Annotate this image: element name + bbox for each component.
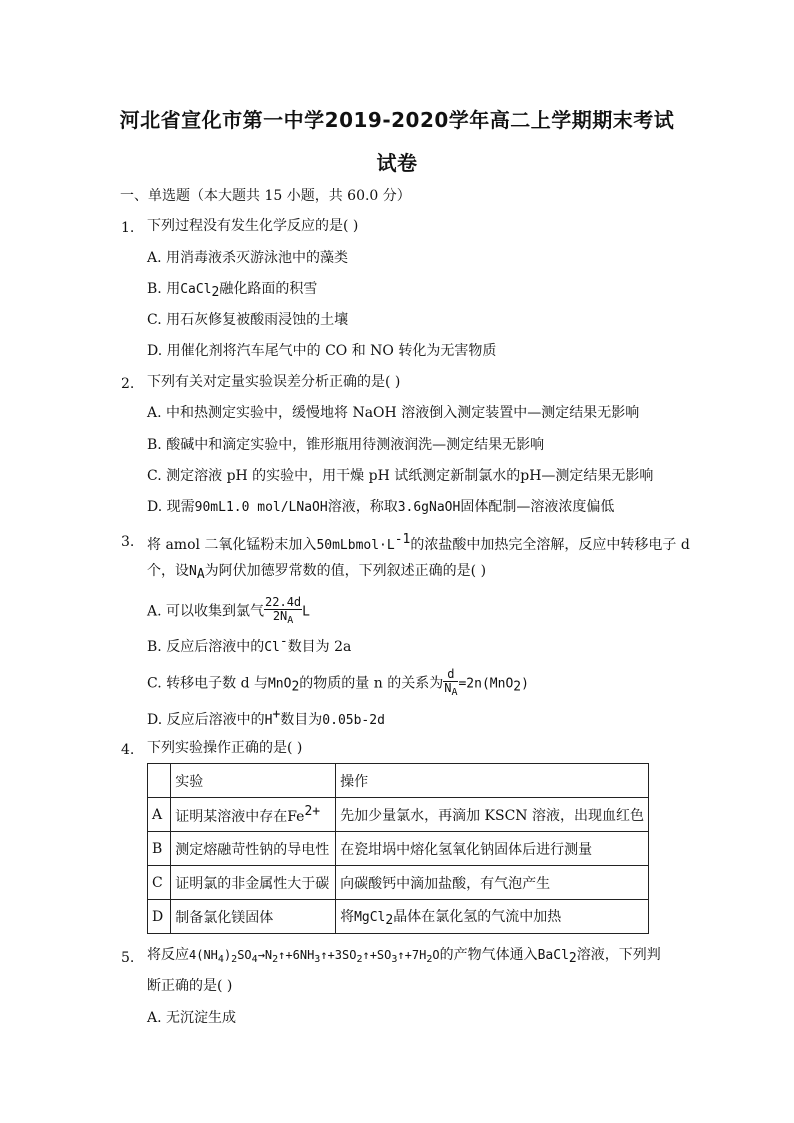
equation: ) (521, 676, 529, 692)
superscript: + (272, 707, 281, 722)
equation: =2n(MnO (458, 676, 514, 692)
stem-text: 个，设 (147, 563, 189, 579)
question-stem: 下列实验操作正确的是( ) (147, 740, 303, 756)
option-d (147, 497, 614, 518)
question-stem: 下列过程没有发生化学反应的是( ) (147, 218, 359, 234)
subscript: 2 (385, 912, 394, 928)
question-stem-line2 (147, 561, 486, 585)
stem-text: 为阿伏加德罗常数的值，下列叙述正确的是( ) (204, 563, 487, 579)
stem-text: 溶液，下列判 (576, 947, 661, 963)
option-text: 数目为 (280, 712, 323, 728)
table-cell: D (148, 900, 171, 934)
option-b (147, 632, 351, 658)
option-c: C. 测定溶液 pH 的实验中，用干燥 pH 试纸测定新制氯水的pH—测定结果无影响 (147, 468, 654, 484)
denominator: $N_A$ (444, 681, 458, 698)
option-text: D. 现需 (147, 499, 195, 515)
option-text: 固体配制—溶液浓度偏低 (460, 499, 615, 515)
stem-text: 将 amol 二氧化锰粉末加入 (147, 537, 317, 553)
table-cell: 向碳酸钙中滴加盐酸，有气泡产生 (336, 866, 649, 900)
option-text: A. 可以收集到氯气 (147, 603, 265, 620)
table-header-cell (148, 764, 171, 798)
table-header-cell: 实验 (171, 764, 336, 798)
question-stem (147, 530, 690, 556)
option-a: A. 中和热测定实验中，缓慢地将 NaOH 溶液倒入测定装置中—测定结果无影响 (147, 405, 640, 421)
numerator: d (443, 668, 458, 682)
chem-formula: Cl (264, 640, 280, 655)
chem-formula: BaCl (537, 948, 569, 963)
table-cell: 测定熔融苛性钠的导电性 (171, 832, 336, 866)
option-text: B. 反应后溶液中的 (147, 639, 265, 655)
option-a: A. 用消毒液杀灭游泳池中的藻类 (147, 250, 349, 266)
subscript: 2 (291, 679, 300, 695)
chem-equation: $4(NH_4)_2SO_4\to N_2↑+6NH_3↑+3SO_2↑+SO_3↑+7H_2O$ (189, 948, 440, 965)
option-a: A. 无沉淀生成 (147, 1010, 237, 1026)
superscript: - (279, 634, 288, 649)
table-cell: 证明氯的非金属性大于碳 (171, 866, 336, 900)
stem-text: 将反应 (147, 947, 189, 963)
question-number: 1. (121, 220, 135, 236)
option-text: C. 转移电子数 d 与 (147, 675, 268, 692)
chem-formula: 3.6gNaOH (397, 500, 461, 515)
table-header-row (148, 764, 649, 798)
superscript: -1 (394, 532, 411, 547)
question-number: 2. (121, 376, 135, 392)
option-d: D. 用催化剂将汽车尾气中的 CO 和 NO 转化为无害物质 (147, 343, 497, 359)
fraction (443, 668, 458, 699)
value: 0.05b-2d (322, 713, 385, 728)
option-text: 的物质的量 n 的关系为 (299, 675, 444, 692)
chem-formula: 90mL1.0 mol/LNaOH (194, 500, 328, 515)
table-cell: C (148, 866, 171, 900)
page-title-line2: 试卷 (376, 151, 418, 175)
table-cell: 在瓷坩埚中熔化氢氧化钠固体后进行测量 (336, 832, 649, 866)
option-c: C. 用石灰修复被酸雨浸蚀的土壤 (147, 312, 349, 328)
table-cell: 先加少量氯水，再滴加 KSCN 溶液，出现血红色 (336, 798, 649, 832)
stem-text: 的浓盐酸中加热完全溶解，反应中转移电子 d (410, 537, 690, 553)
subscript: A (196, 567, 205, 582)
table-cell: 制备氯化镁固体 (171, 900, 336, 934)
chem-formula: H (264, 713, 273, 728)
unit: L (302, 604, 310, 620)
option-text: 数目为 2a (287, 639, 352, 655)
section-heading: 一、单选题（本大题共 15 小题，共 60.0 分） (120, 188, 411, 204)
chem-formula: MnO (267, 676, 292, 692)
subscript: 2 (513, 679, 522, 695)
option-c (147, 668, 529, 699)
table-row (148, 900, 649, 934)
stem-text: 的产物气体通入 (439, 947, 538, 963)
table-header-cell: 操作 (336, 764, 649, 798)
table-cell: B (148, 832, 171, 866)
option-b: B. 酸碱中和滴定实验中，锥形瓶用待测液润洗—测定结果无影响 (147, 437, 545, 453)
fraction (264, 596, 302, 627)
chem-formula: N (189, 564, 197, 579)
table-row (148, 798, 649, 832)
page-title: 河北省宣化市第一中学2019-2020学年高二上学期期末考试 (119, 108, 675, 132)
table-cell: 将MgCl2晶体在氯化氢的气流中加热 (336, 900, 649, 934)
question-number: 5. (121, 950, 135, 966)
superscript: 2+ (304, 803, 321, 819)
chem-formula: CaCl (180, 282, 212, 297)
option-d (147, 705, 385, 731)
question-stem (147, 945, 661, 970)
experiment-table (147, 763, 649, 934)
chem-formula: 50mLbmol·L (316, 538, 395, 553)
option-text: D. 反应后溶液中的 (147, 712, 265, 728)
table-cell: A (148, 798, 171, 832)
question-stem-line2: 断正确的是( ) (147, 978, 233, 994)
numerator: 22.4d (265, 595, 302, 609)
table-cell: 证明某溶液中存在Fe2+ (171, 798, 336, 832)
table-row (148, 832, 649, 866)
option-a (147, 596, 310, 627)
option-b (147, 279, 317, 303)
subscript: 2 (211, 285, 220, 300)
option-text: 溶液，称取 (327, 499, 398, 515)
denominator: $2N_A$ (272, 609, 294, 626)
question-number: 3. (121, 534, 135, 550)
table-row (148, 866, 649, 900)
question-number: 4. (121, 742, 135, 758)
question-stem: 下列有关对定量实验误差分析正确的是( ) (147, 374, 401, 390)
option-text: B. 用 (147, 281, 181, 297)
subscript: 2 (568, 951, 577, 966)
chem-formula: MgCl (354, 909, 386, 925)
option-text: 融化路面的积雪 (219, 281, 318, 297)
